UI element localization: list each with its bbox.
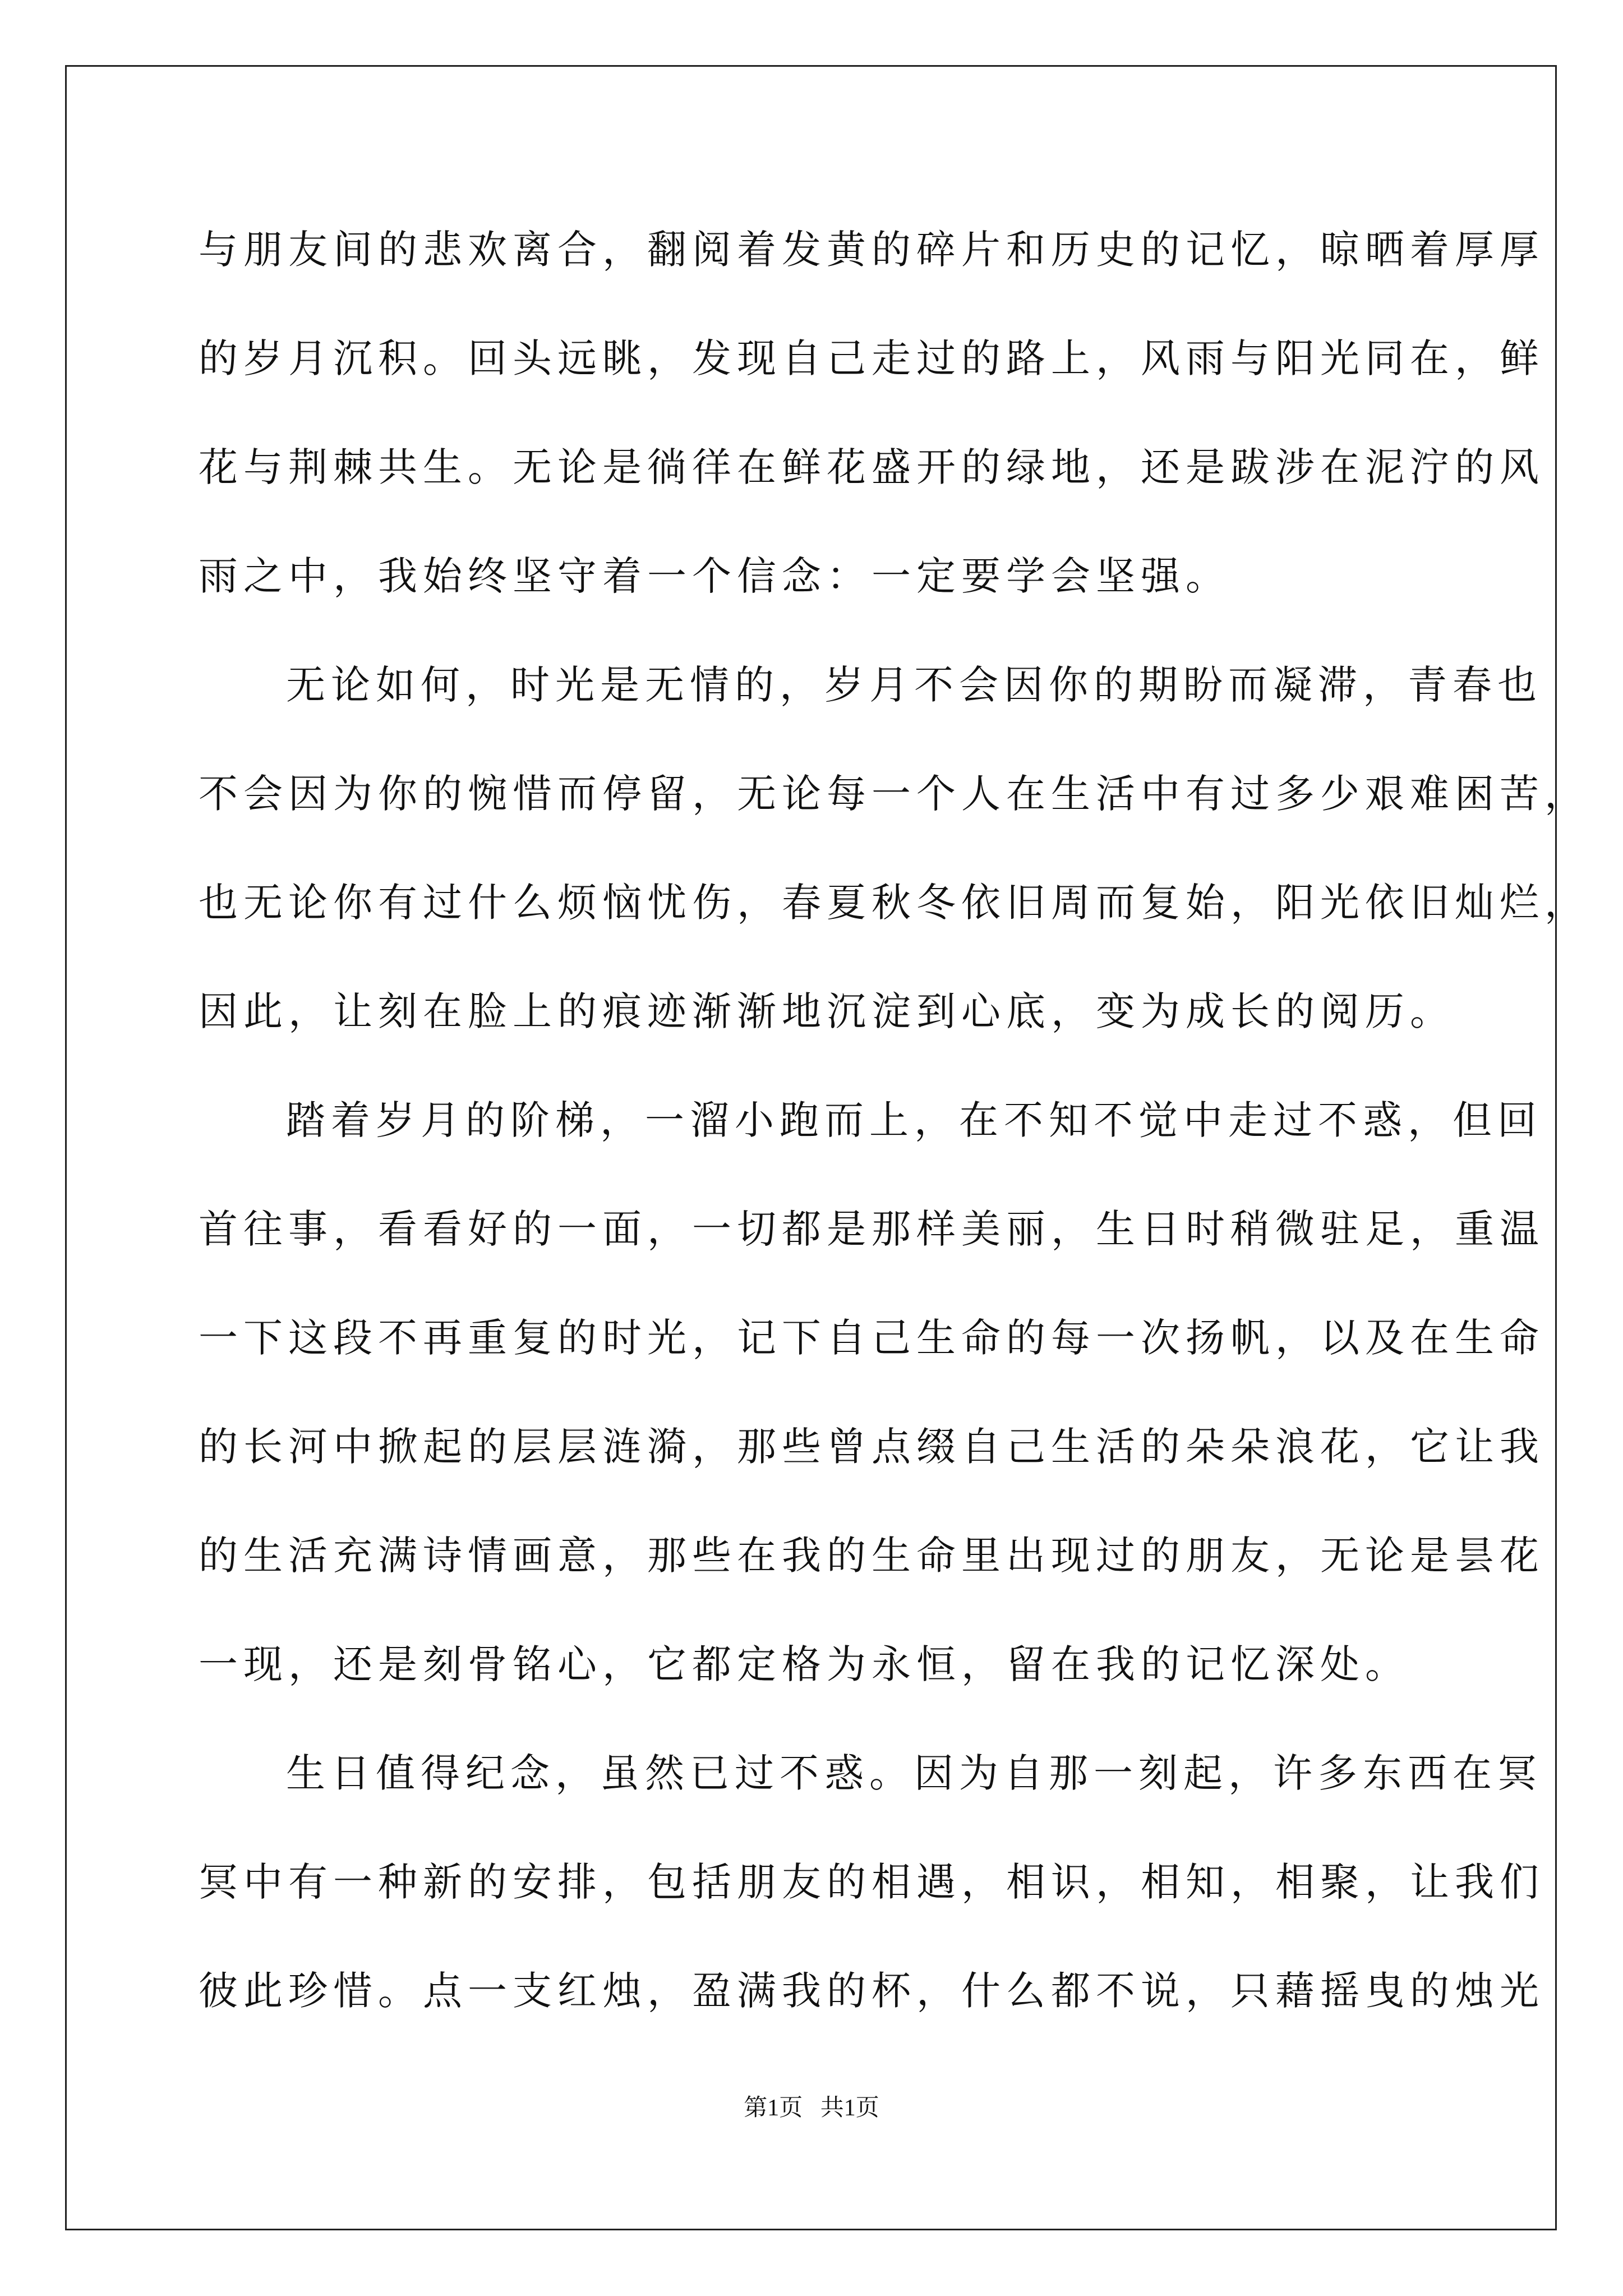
text-line: 雨之中，我始终坚守着一个信念：一定要学会坚强。 [199,553,1230,599]
text-line: 花与荆棘共生。无论是徜徉在鲜花盛开的绿地，还是跋涉在泥泞的风 [199,444,1544,490]
text-line: 踏着岁月的阶梯，一溜小跑而上，在不知不觉中走过不惑，但回 [286,1097,1542,1143]
text-line: 冥中有一种新的安排，包括朋友的相遇，相识，相知，相聚，让我们 [199,1859,1544,1905]
page-number-footer: 第1页 共1页 [744,2095,879,2121]
text-line: 的岁月沉积。回头远眺，发现自己走过的路上，风雨与阳光同在，鲜 [199,335,1544,381]
text-line: 生日值得纪念，虽然已过不惑。因为自那一刻起，许多东西在冥 [286,1750,1542,1796]
text-line: 一现，还是刻骨铭心，它都定格为永恒，留在我的记忆深处。 [199,1641,1410,1687]
text-line: 不会因为你的惋惜而停留，无论每一个人在生活中有过多少艰难困苦， [199,771,1589,817]
text-line: 一下这段不再重复的时光，记下自己生命的每一次扬帆，以及在生命 [199,1315,1544,1361]
document-body [199,210,1589,2060]
text-line: 因此，让刻在脸上的痕迹渐渐地沉淀到心底，变为成长的阅历。 [199,988,1455,1034]
text-line: 的长河中掀起的层层涟漪，那些曾点缀自己生活的朵朵浪花，它让我 [199,1424,1544,1470]
text-line: 无论如何，时光是无情的，岁月不会因你的期盼而凝滞，青春也 [286,662,1542,708]
text-line: 的生活充满诗情画意，那些在我的生命里出现过的朋友，无论是昙花 [199,1533,1544,1579]
text-line: 彼此珍惜。点一支红烛，盈满我的杯，什么都不说，只藉摇曳的烛光 [199,1968,1544,2014]
text-line: 与朋友间的悲欢离合，翻阅着发黄的碎片和历史的记忆，晾晒着厚厚 [199,227,1544,273]
text-line: 也无论你有过什么烦恼忧伤，春夏秋冬依旧周而复始，阳光依旧灿烂， [199,880,1589,926]
text-line: 首往事，看看好的一面，一切都是那样美丽，生日时稍微驻足，重温 [199,1206,1544,1252]
